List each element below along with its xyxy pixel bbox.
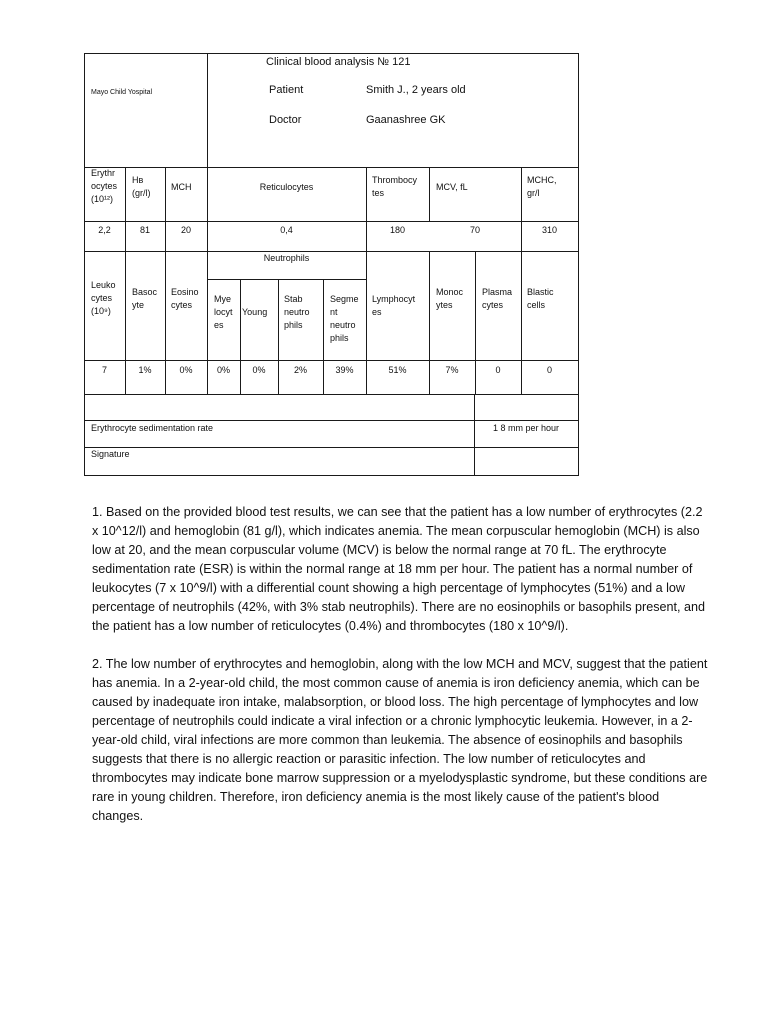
- value-basocyte: 1%: [138, 365, 152, 375]
- analysis-title: Clinical blood analysis № 121: [266, 56, 411, 68]
- value-mch: 20: [180, 225, 191, 235]
- rule-hospital-divider: [207, 53, 208, 168]
- value-hemoglobin: 81: [139, 225, 150, 235]
- header-stab-neutrophils: Stab neutro phils: [284, 294, 310, 330]
- value-reticulocytes: 0,4: [280, 225, 293, 235]
- rule-r2-c4: [240, 279, 241, 395]
- value-stab-neutrophils: 2%: [293, 365, 307, 375]
- header-reticulocytes: Reticulocytes: [259, 182, 314, 192]
- value-eosinocytes: 0%: [179, 365, 193, 375]
- header-blastic-cells: Blastic cells: [527, 287, 554, 310]
- value-erythrocytes: 2,2: [98, 225, 111, 235]
- value-segment-neutrophils: 39%: [335, 365, 354, 375]
- hospital-name: Mayo Child Yospital: [91, 89, 153, 96]
- rule-esr-bottom: [84, 447, 579, 448]
- header-thrombocytes: Thromboсy tes: [372, 175, 418, 198]
- header-hemoglobin: Hв (gr/l): [132, 175, 151, 198]
- rule-r2-c5: [278, 279, 279, 395]
- value-plasma-cytes: 0: [495, 365, 501, 375]
- header-basocyte: Basoc yte: [132, 287, 158, 310]
- header-mch: MCH: [171, 182, 192, 192]
- value-blastic-cells: 0: [546, 365, 552, 375]
- patient-value: Smith J., 2 years old: [366, 84, 466, 96]
- paragraph-2: 2. The low number of erythrocytes and hemoglobin, along with the low MCH and MCV, suggest that the patient has anemia. In a 2-year-old child, the most common cause of anemia is iron deficiency anemia, which can be caused by inadequate iron intake, malabsorption, or blood loss. The high percentage of lymphocytes and low percentage of neutrophils could indicate a viral infection or a chronic lymphocytic leukemia. However, in a 2-year-old child, viral infections are more common than leukemia. The absence of eosinophils and basophils suggests that there is no allergic reaction or parasitic infection. The low number of reticulocytes and thrombocytes may indicate bone marrow suppression or a myelodysplastic syndrome, but these conditions are rare in young children. Therefore, iron deficiency anemia is the most likely cause of the patient's blood changes.: [92, 657, 708, 823]
- rule-r1-c2: [165, 167, 166, 252]
- header-neutrophils: Neutrophils: [263, 253, 310, 263]
- doctor-value: Gaanashree GK: [366, 114, 446, 126]
- esr-value: 1 8 mm per hour: [492, 423, 560, 433]
- interpretation-text: [92, 503, 712, 826]
- rule-r2-c6: [323, 279, 324, 395]
- value-young: 0%: [252, 365, 266, 375]
- rule-r1-c4: [366, 167, 367, 252]
- rule-r1-c5: [429, 167, 430, 222]
- header-myelocytes: Mye locyt es: [214, 294, 233, 330]
- header-segment-neutrophils: Segme nt neutro phils: [330, 294, 359, 343]
- rule-bottom-divider: [474, 394, 475, 476]
- rule-empty-row-bottom: [84, 420, 579, 421]
- value-leukocytes: 7: [101, 365, 107, 375]
- header-lymphocytes: Lymphocyt es: [372, 294, 416, 317]
- rule-row2-header-bottom: [84, 360, 579, 361]
- rule-header-bottom: [84, 167, 579, 168]
- table-border-top: [84, 53, 579, 54]
- value-myelocytes: 0%: [216, 365, 230, 375]
- header-plasma-cytes: Plasma cytes: [482, 287, 513, 310]
- rule-neutrophils-bottom: [207, 279, 366, 280]
- rule-row1-header-bottom: [84, 221, 579, 222]
- table-border-bottom: [84, 475, 579, 476]
- header-mcv: MCV, fL: [436, 182, 468, 192]
- value-thrombocytes: 180: [389, 225, 406, 235]
- value-mcv: 70: [469, 225, 480, 235]
- esr-label: Erythrocyte sedimentation rate: [91, 423, 214, 433]
- value-lymphocytes: 51%: [388, 365, 407, 375]
- header-mchc: MCHC, gr/l: [527, 175, 557, 198]
- table-border-left: [84, 53, 85, 476]
- doctor-label: Doctor: [269, 114, 302, 126]
- paragraph-1: 1. Based on the provided blood test results, we can see that the patient has a low number of erythrocytes (2.2 x 10^12/l) and hemoglobin (81 g/l), which indicates anemia. The mean corpuscular hemoglobin (MCH) is also low at 20, and the mean corpuscular volume (MCV) is below the normal range at 70 fL. The erythrocyte sedimentation rate (ESR) is within the normal range at 18 mm per hour. The patient has a normal number of leukocytes (7 x 10^9/l) with a differential count showing a high percentage of lymphocytes (51%) and a low percentage of neutrophils (42%, with 3% stab neutrophils). There are no eosinophils or basophils present, and the patient has a low number of reticulocytes (0.4%) and thrombocytes (180 x 10^9/l).: [92, 505, 706, 633]
- rule-r1-c6: [521, 167, 522, 252]
- header-erythrocytes: Erythr ocytes (10¹²): [91, 168, 118, 204]
- rule-r1-c1: [125, 167, 126, 252]
- value-mchc: 310: [541, 225, 558, 235]
- rule-row2-values-bottom: [84, 394, 579, 395]
- header-young: Young: [242, 307, 268, 317]
- signature-label: Signature: [91, 449, 130, 459]
- table-border-right: [578, 53, 579, 476]
- patient-label: Patient: [269, 84, 304, 96]
- header-leukocytes: Leuko cytes (10⁹): [91, 280, 116, 316]
- rule-r1-c3: [207, 167, 208, 252]
- header-monocytes: Monoc ytes: [436, 287, 464, 310]
- value-monocytes: 7%: [445, 365, 459, 375]
- header-eosinocytes: Eosino cytes: [171, 287, 199, 310]
